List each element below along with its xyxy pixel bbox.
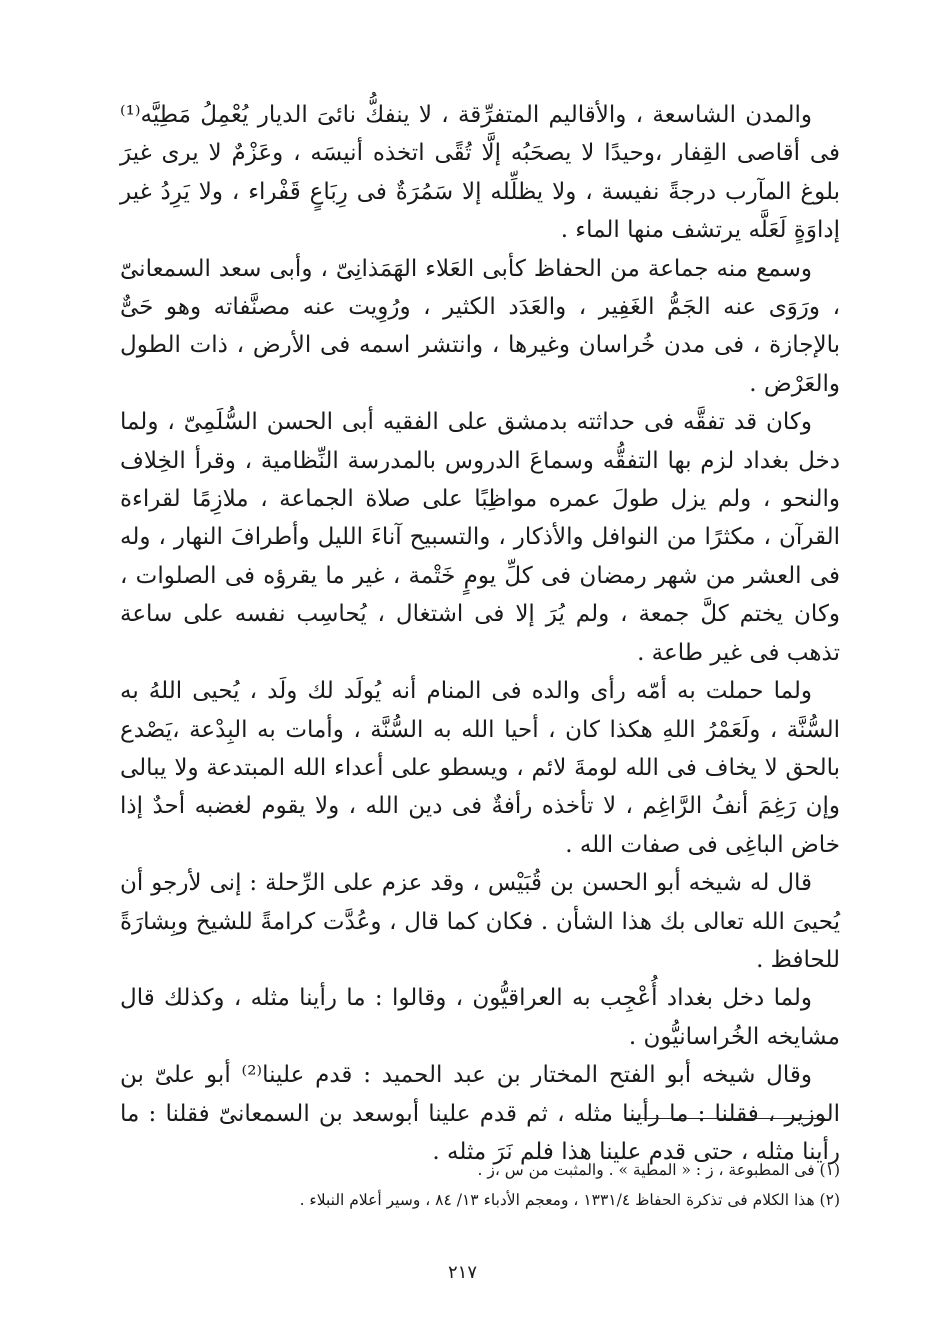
main-text — [120, 96, 840, 1171]
paragraph: وقال شيخه أبو الفتح المختار بن عبد الحميد : قدم علينا⁽²⁾ أبو علىّ بن الوزير ، فقلنا : ما رأينا مثله ، ثم قدم علينا أبوسعد بن السمعانىّ فقلنا : ما رأينا مثله ، حتى قدم علينا هذا فلم نَرَ مثله . — [120, 1062, 840, 1165]
footnote: (٢) هذا الكلام فى تذكرة الحفاظ ١٣٣١/٤ ، ومعجم الأدباء ١٣/ ٨٤ ، وسير أعلام النبلاء . — [299, 1191, 840, 1209]
paragraph: وسمع منه جماعة من الحفاظ كأبى العَلاء الهَمَذانِىّ ، وأبى سعد السمعانىّ ، ورَوَى عنه الجَمُّ الغَفِير ، والعَدَد الكثير ، ورُوِيت عنه مصنَّفاته وهو حَىٌّ بالإجازة ، فى مدن خُراسان وغيرها ، وانتشر اسمه فى الأرض ، ذات الطول والعَرْض . — [120, 255, 840, 397]
paragraph: وكان قد تفقَّه فى حداثته بدمشق على الفقيه أبى الحسن السُّلَمِىّ ، ولما دخل بغداد لزم بها التفقُّه وسماعَ الدروس بالمدرسة النِّظامية ، وقرأ الخِلاف والنحو ، ولم يزل طولَ عمره مواظِبًا على صلاة الجماعة ، ملازِمًا لقراءة القرآن ، مكثرًا من النوافل والأذكار ، والتسبيح آناءَ الليل وأطرافَ النهار ، وله فى العشر من شهر رمضان فى كلِّ يومٍ خَتْمة ، غير ما يقرؤه فى الصلوات ، وكان يختم كلَّ جمعة ، ولم يُرَ إلا فى اشتغال ، يُحاسِب نفسه على ساعة تذهب فى غير طاعة . — [120, 409, 840, 666]
footnote: (١) فى المطبوعة ، ز : « المطية » . والمثبت من س ،ز . — [477, 1161, 840, 1179]
paragraph: والمدن الشاسعة ، والأقاليم المتفرِّقة ، لا ينفكُّ نائىَ الديار يُعْمِلُ مَطِيَّه⁽¹⁾ فى أقاصى القِفار ،وحيدًا لا يصحَبُه إلَّا تُقًى اتخذه أنيسَه ، وعَزْمٌ لا يرى غيرَ بلوغ المآرب درجةً نفيسة ، ولا يظلِّله إلا سَمُرَةٌ فى رِبَاعٍ قَفْراء ، ولا يَرِدُ غير إداوَةٍ لَعَلَّه يرتشف منها الماء . — [120, 102, 840, 244]
footnote-separator — [625, 1118, 825, 1119]
page-number: ٢١٧ — [447, 1262, 477, 1283]
paragraph: ولما حملت به أمّه رأى والده فى المنام أنه يُولَد لك ولَد ، يُحيى اللهُ به السُّنَّة ، ولَعَمْرُ اللهِ هكذا كان ، أحيا الله به السُّنَّة ، وأمات به البِدْعة ،يَصْدع بالحق لا يخاف فى الله لومةَ لائم ، ويسطو على أعداء الله المبتدعة ولا يبالى وإن رَغِمَ أنفُ الرَّاغِم ، لا تأخذه رأفةٌ فى دين الله ، ولا يقوم لغضبه أحدٌ إذا خاض الباغِى فى صفات الله . — [120, 678, 840, 858]
paragraph: ولما دخل بغداد أُعْجِب به العراقيُّون ، وقالوا : ما رأينا مثله ، وكذلك قال مشايخه الخُراسانيُّون . — [120, 985, 840, 1050]
footnotes — [120, 1155, 840, 1215]
paragraph: قال له شيخه أبو الحسن بن قُبَيْس ، وقد عزم على الرِّحلة : إنى لأرجو أن يُحيىَ الله تعالى بك هذا الشأن . فكان كما قال ، وعُدَّت كرامةً للشيخ وبِشارَةً للحافظ . — [120, 870, 840, 973]
